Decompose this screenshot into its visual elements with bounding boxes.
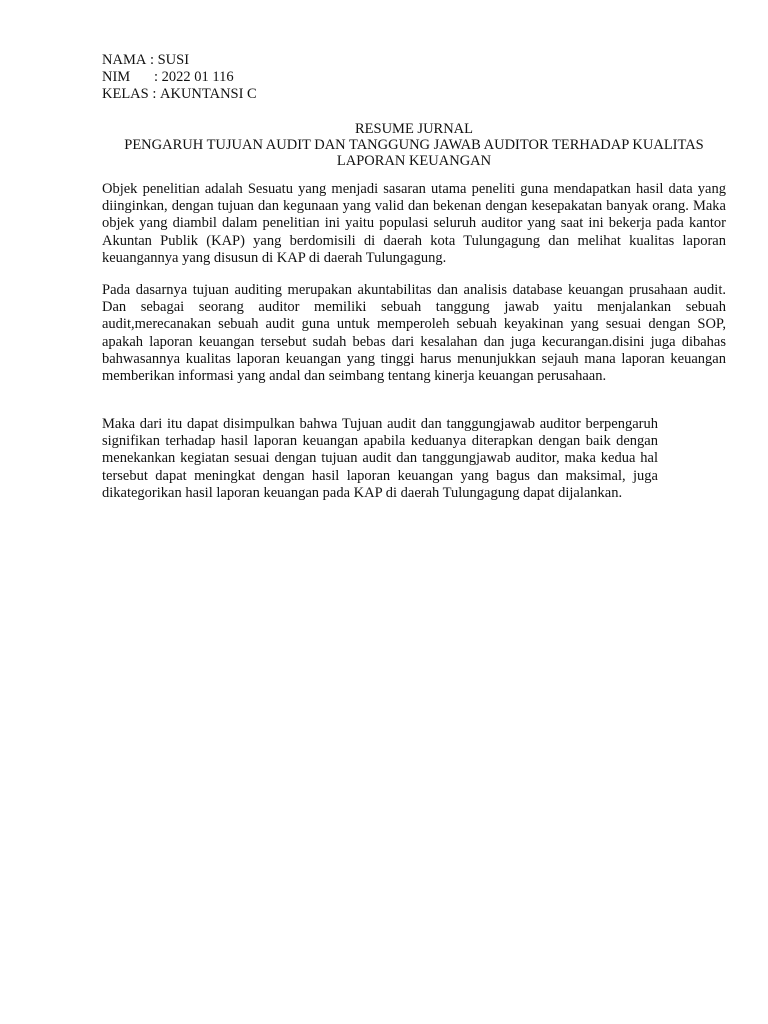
nim-separator: : [154,69,162,85]
nama-separator: : [146,52,158,68]
document-title [102,121,726,169]
kelas-separator: : [148,86,161,102]
title-line-1: RESUME JURNAL [354,121,474,137]
student-info [102,52,257,103]
paragraph-1: Objek penelitian adalah Sesuatu yang menjadi sasaran utama peneliti guna mendapatkan hasil data yang diinginkan, dengan tujuan dan kegunaan yang valid dan bekenan dengan kesepakatan banyak orang. Maka objek yang diambil dalam penelitian ini yaitu populasi seluruh auditor yang saat ini bekerja pada kantor Akuntan Publik (KAP) yang berdomisili di daerah kota Tulungagung dan melihat kualitas laporan keuangannya yang disusun di KAP di daerah Tulungagung. [102,181,726,266]
kelas-row [102,86,257,103]
nim-label: NIM [102,69,131,85]
nama-label: NAMA [102,52,147,68]
kelas-value: AKUNTANSI C [160,86,257,102]
paragraph-3: Maka dari itu dapat disimpulkan bahwa Tujuan audit dan tanggungjawab auditor berpengaruh signifikan terhadap hasil laporan keuangan apabila keduanya diterapkan dengan baik dengan menekankan kegiatan sesuai dengan tujuan audit dan tanggungjawab auditor, maka kedua hal tersebut dapat meningkat dengan hasil laporan keuangan yang bagus dan maksimal, juga dikategorikan hasil laporan keuangan pada KAP di daerah Tulungagung dapat dijalankan. [102,416,658,501]
nim-row [102,69,257,86]
nim-value: 2022 01 116 [161,69,234,85]
paragraph-2: Pada dasarnya tujuan auditing merupakan akuntabilitas dan analisis database keuangan prusahaan audit. Dan sebagai seorang auditor memiliki sebuah tanggung jawab yaitu menjalankan sebuah audit,merecanakan sebuah audit guna untuk memperoleh sebuah keyakinan yang sesuai dengan SOP, apakah laporan keuangan tersebut sudah bebas dari kesalahan dan juga kecurangan.disini juga dibahas bahwasannya kualitas laporan keuangan yang tinggi harus menunjukkan sejauh mana laporan keuangan memberikan informasi yang andal dan seimbang tentang kinerja keuangan perusahaan. [102,282,726,385]
nama-value: SUSI [157,52,190,68]
title-line-2: PENGARUH TUJUAN AUDIT DAN TANGGUNG JAWAB AUDITOR TERHADAP KUALITAS LAPORAN KEUANGAN [124,137,704,169]
kelas-label: KELAS [102,86,149,102]
nama-row [102,52,257,69]
